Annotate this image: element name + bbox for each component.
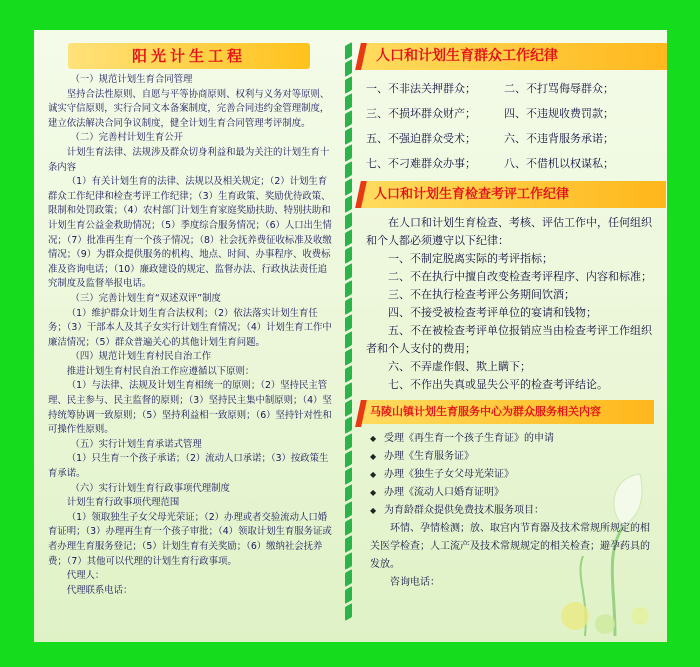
check-rule: 五、不在被检查考评单位报销应当由检查考评工作组织者和个人支付的费用； xyxy=(366,324,652,355)
paragraph: 计划生育行政事项代理范围 xyxy=(66,497,180,509)
heading-5: （五）实行计划生育承诺式管理 xyxy=(70,438,202,450)
right-column xyxy=(358,30,667,642)
rule-item: 四、不违规收费罚款； xyxy=(504,107,614,120)
column-divider xyxy=(344,44,354,634)
section3-text xyxy=(358,424,667,592)
paragraph: （1）有关计划生育的法律、法规以及相关规定；（2）计划生育群众工作纪律和检查考评工作纪律；（3）生育政策、奖励优待政策、限制和处罚政策；（4）农村部门计划生育家庭奖励扶助、特别扶助和计划生育公益金救助情况；（5）季度综合服务情况；（6）人口出生情况；（7）批准再生育一个孩子情况；（8）社会抚养费征收标准及收缴情况；（9）为群众提供服务的机构、地点、时间、办事程序、收费标准及咨询电话；（10）廉政建设的规定、监督办法、行政执法责任追究制度及监督举报电话。 xyxy=(48,176,332,290)
service-bullet: ◆ 办理《独生子女父母光荣证》 xyxy=(370,466,661,484)
check-rule: 二、不在执行中擅自改变检查考评程序、内容和标准； xyxy=(388,270,652,283)
rule-item: 八、不借机以权谋私； xyxy=(504,157,614,170)
heading-3: （三）完善计划生育“双述双评”制度 xyxy=(70,292,221,304)
check-rule: 七、不作出失真或显失公平的检查考评结论。 xyxy=(388,378,608,391)
heading-2: （二）完善村计划生育公开 xyxy=(70,132,184,144)
section3-title: 马陵山镇计划生育服务中心为群众服务相关内容 xyxy=(362,400,654,424)
left-title: 阳光计生工程 xyxy=(68,43,310,69)
section2-text xyxy=(358,208,667,394)
paragraph: （1）只生育一个孩子承诺；（2）流动人口承诺；（3）按政策生育承诺。 xyxy=(48,453,329,480)
service-bullet: ◆ 为育龄群众提供免费技术服务项目： xyxy=(370,502,661,520)
rule-item: 七、不刁难群众办事； xyxy=(366,157,476,170)
paragraph: 坚持合法性原则、自愿与平等协商原则、权利与义务对等原则、诚实守信原则，实行合同文本备案制度，完善合同违约金管理制度，建立依法解决合同争议制度，健全计划生育合同管理考评制度。 xyxy=(48,88,330,129)
agent-label: 代理人： xyxy=(66,570,105,582)
section1-list xyxy=(358,70,667,171)
rule-item: 六、不违背服务承诺； xyxy=(504,132,614,145)
paragraph: 推进计划生育村民自治工作应遵循以下原则： xyxy=(66,365,255,377)
check-rule: 一、不制定脱离实际的考评指标； xyxy=(388,252,553,265)
rule-item: 三、不损坏群众财产； xyxy=(366,107,476,120)
service-bullet: ◆ 办理《流动人口婚育证明》 xyxy=(370,484,661,502)
agent-phone-label: 代理联系电话： xyxy=(66,584,133,596)
rule-item: 一、不非法关押群众； xyxy=(366,82,476,95)
heading-1: （一）规范计划生育合同管理 xyxy=(70,74,193,85)
service-bullet: ◆ 受理《再生育一个孩子生育证》的申请 xyxy=(370,430,661,448)
service-text: 环情、孕情检测；放、取宫内节育器及技术常规所规定的相关医学检查；人工流产及技术常规规定的相关检查；避孕药具的发放。 xyxy=(370,523,650,570)
rule-item: 二、不打骂侮辱群众； xyxy=(504,82,614,95)
poster-board xyxy=(34,30,667,642)
left-text xyxy=(38,69,344,598)
section1-title: 人口和计划生育群众工作纪律 xyxy=(362,43,667,70)
heading-6: （六）实行计划生育行政事项代理制度 xyxy=(70,482,230,494)
service-bullet: ◆ 办理《生育服务证》 xyxy=(370,448,661,466)
section2-title: 人口和计划生育检查考评工作纪律 xyxy=(362,181,666,208)
paragraph: （1）领取独生子女父母光荣证；（2）办理或者交验流动人口婚育证明；（3）办理再生育一个孩子审批；（4）领取计划生育服务证或者办理生育服务登记；（5）计划生育有关奖励；（6）缴纳社会抚养费；（7）其他可以代理的计划生育行政事项。 xyxy=(48,511,332,567)
rule-item: 五、不强迫群众受术； xyxy=(366,132,476,145)
paragraph: 计划生育法律、法规涉及群众切身利益和最为关注的计划生育十条内容 xyxy=(48,146,330,173)
paragraph: （1）维护群众计划生育合法权利；（2）依法落实计划生育任务；（3）干部本人及其子女实行计划生育情况；（4）计划生育工作中廉洁情况；（5）群众普遍关心的其他计划生育问题。 xyxy=(48,307,332,348)
left-column xyxy=(38,30,344,642)
heading-4: （四）规范计划生育村民自治工作 xyxy=(70,351,212,363)
check-rule: 四、不接受被检查考评单位的宴请和钱物； xyxy=(388,306,597,319)
section2-intro: 在人口和计划生育检查、考核、评估工作中，任何组织和个人都必须遵守以下纪律： xyxy=(366,216,652,247)
check-rule: 三、不在执行检查考评公务期间饮酒； xyxy=(388,288,575,301)
phone-label: 咨询电话： xyxy=(390,577,440,588)
check-rule: 六、不弄虚作假、欺上瞒下； xyxy=(388,360,531,373)
paragraph: （1）与法律、法规及计划生育相统一的原则；（2）坚持民主管理、民主参与、民主监督的原则；（3）坚持民主集中制原则；（4）坚持统筹协调一致原则；（5）坚持利益相一致原则；（6）坚持针对性和可操作性原则。 xyxy=(48,380,332,436)
